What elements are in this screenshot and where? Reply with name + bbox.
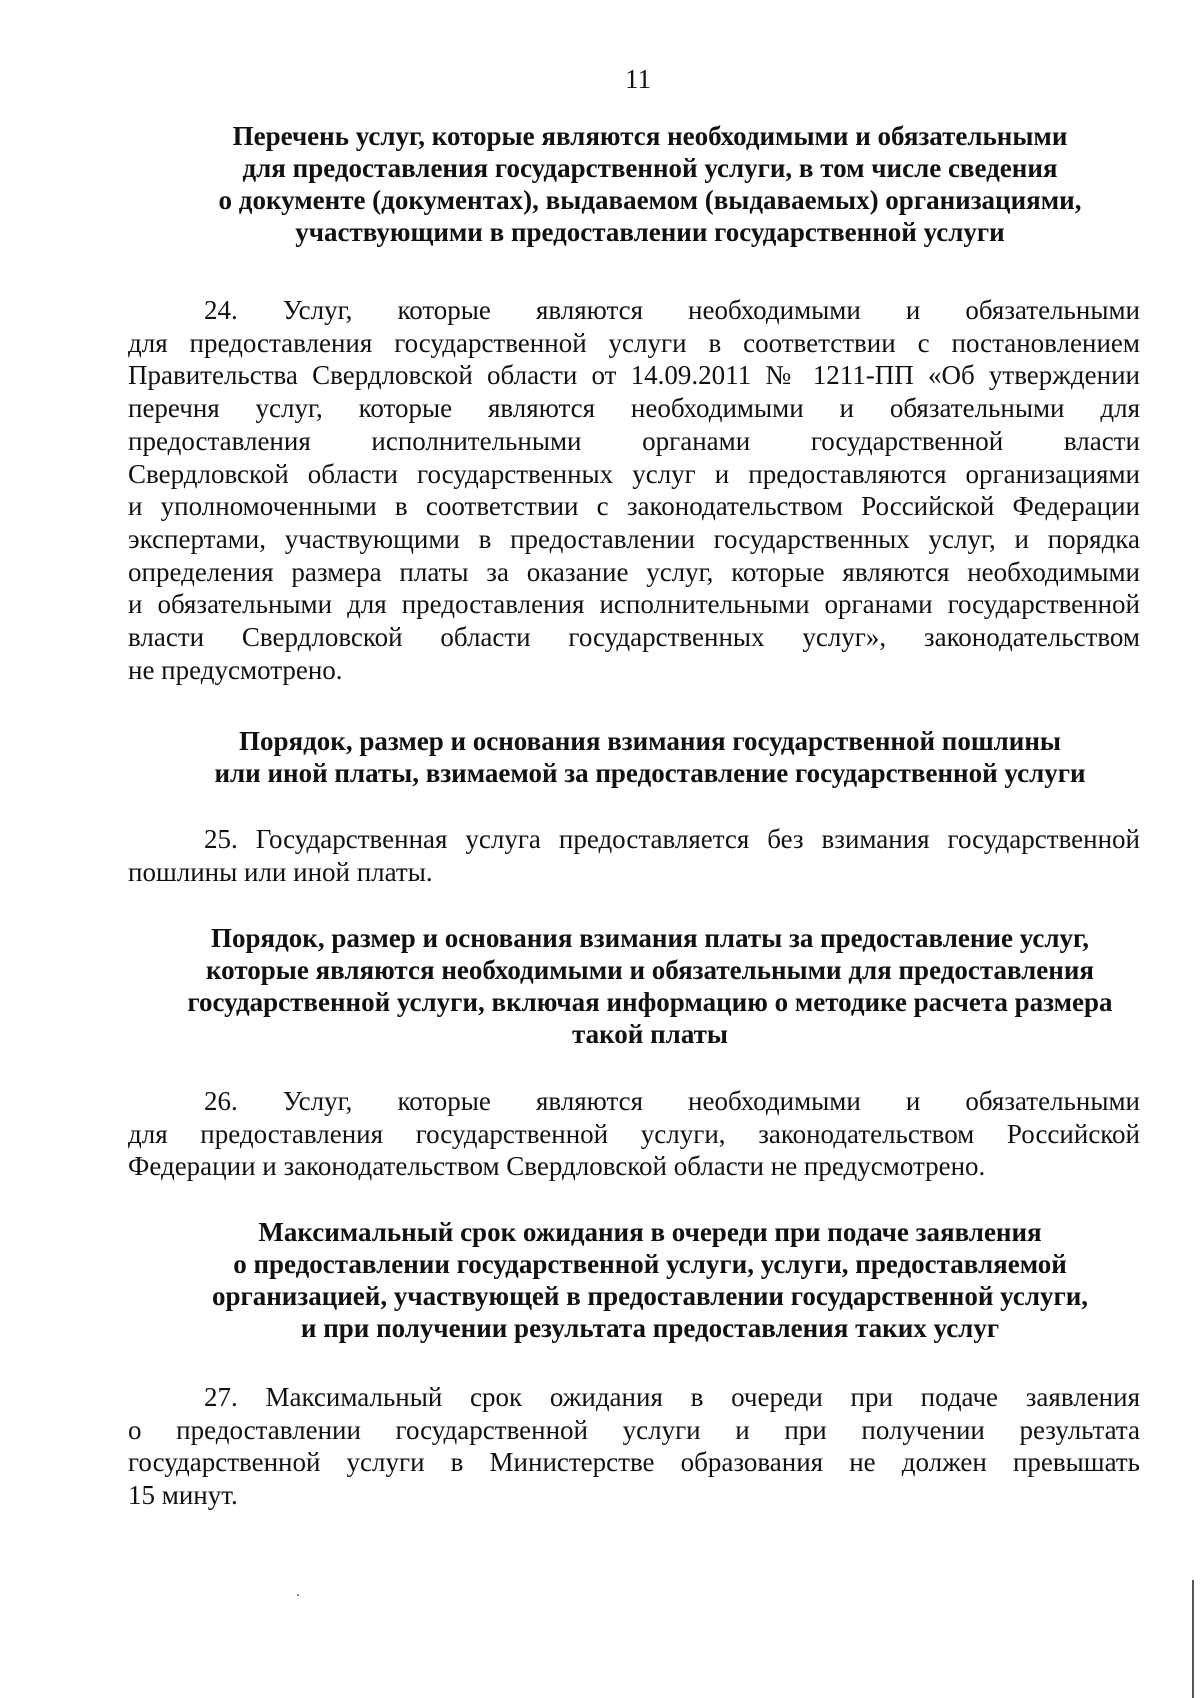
heading-line: Порядок, размер и основания взимания платы за предоставление услуг, bbox=[211, 923, 1089, 953]
heading-line: или иной платы, взимаемой за предоставление государственной услуги bbox=[214, 758, 1086, 788]
paragraph-line: 15 минут. bbox=[128, 1480, 238, 1511]
paragraph-line: пошлины или иной платы. bbox=[128, 856, 433, 887]
heading-line: такой платы bbox=[572, 1019, 728, 1049]
paragraph-line: власти Свердловской области государственных услуг», законодательством bbox=[128, 622, 1140, 653]
page-number: 11 bbox=[625, 64, 651, 94]
paragraph-line: 27. Максимальный срок ожидания в очереди при подаче заявления bbox=[204, 1382, 1140, 1412]
section-heading-queue-time bbox=[120, 1216, 1180, 1344]
scan-artifact-dot bbox=[297, 1594, 299, 1596]
paragraph-line: о предоставлении государственной услуги и при получении результата bbox=[128, 1414, 1140, 1445]
paragraph-line: 25. Государственная услуга предоставляется без взимания государственной bbox=[204, 824, 1140, 854]
paragraph-line: определения размера платы за оказание услуг, которые являются необходимыми bbox=[128, 556, 1140, 587]
paragraph-line: Свердловской области государственных услуг и предоставляются организациями bbox=[128, 458, 1140, 489]
section-heading-service-fees bbox=[120, 922, 1180, 1050]
heading-line: участвующими в предоставлении государственной услуги bbox=[295, 217, 1005, 247]
paragraph-line: и уполномоченными в соответствии с законодательством Российской Федерации bbox=[128, 491, 1140, 522]
paragraph-line: для предоставления государственной услуги, законодательством Российской bbox=[128, 1118, 1140, 1149]
paragraph-24 bbox=[128, 294, 1140, 686]
paragraph-line: и обязательными для предоставления исполнительными органами государственной bbox=[128, 589, 1140, 620]
paragraph-line: экспертами, участвующими в предоставлении государственных услуг, и порядка bbox=[128, 523, 1140, 554]
heading-line: о документе (документах), выдаваемом (выдаваемых) организациями, bbox=[218, 185, 1082, 215]
heading-line: Перечень услуг, которые являются необходимыми и обязательными bbox=[232, 121, 1068, 151]
paragraph-line: предоставления исполнительными органами государственной власти bbox=[128, 425, 1140, 456]
heading-line: организацией, участвующей в предоставлении государственной услуги, bbox=[211, 1281, 1089, 1311]
paragraph-line: перечня услуг, которые являются необходимыми и обязательными для bbox=[128, 393, 1140, 424]
heading-line: о предоставлении государственной услуги, услуги, предоставляемой bbox=[233, 1249, 1067, 1279]
paragraph-25 bbox=[128, 823, 1140, 888]
paragraph-line: Правительства Свердловской области от 14.09.2011 № 1211-ПП «Об утверждении bbox=[128, 360, 1140, 391]
section-heading-state-fee bbox=[120, 725, 1180, 789]
paragraph-line: 24. Услуг, которые являются необходимыми и обязательными bbox=[204, 295, 1140, 325]
heading-line: Порядок, размер и основания взимания государственной пошлины bbox=[239, 726, 1061, 756]
section-heading-services-list bbox=[120, 120, 1180, 248]
heading-line: которые являются необходимыми и обязательными для предоставления bbox=[205, 955, 1095, 985]
paragraph-line: не предусмотрено. bbox=[128, 654, 343, 685]
heading-line: для предоставления государственной услуги, в том числе сведения bbox=[242, 153, 1058, 183]
heading-line: государственной услуги, включая информацию о методике расчета размера bbox=[187, 987, 1113, 1017]
paragraph-line: государственной услуги в Министерстве образования не должен превышать bbox=[128, 1447, 1140, 1478]
heading-line: Максимальный срок ожидания в очереди при подаче заявления bbox=[258, 1217, 1042, 1247]
paragraph-line: для предоставления государственной услуги в соответствии с постановлением bbox=[128, 327, 1140, 358]
paragraph-line: 26. Услуг, которые являются необходимыми и обязательными bbox=[204, 1086, 1140, 1116]
paragraph-26 bbox=[128, 1085, 1140, 1183]
heading-line: и при получении результата предоставления таких услуг bbox=[300, 1313, 1000, 1343]
paragraph-27 bbox=[128, 1381, 1140, 1512]
paragraph-line: Федерации и законодательством Свердловской области не предусмотрено. bbox=[128, 1151, 986, 1182]
scan-edge-mark bbox=[1192, 1580, 1194, 1698]
